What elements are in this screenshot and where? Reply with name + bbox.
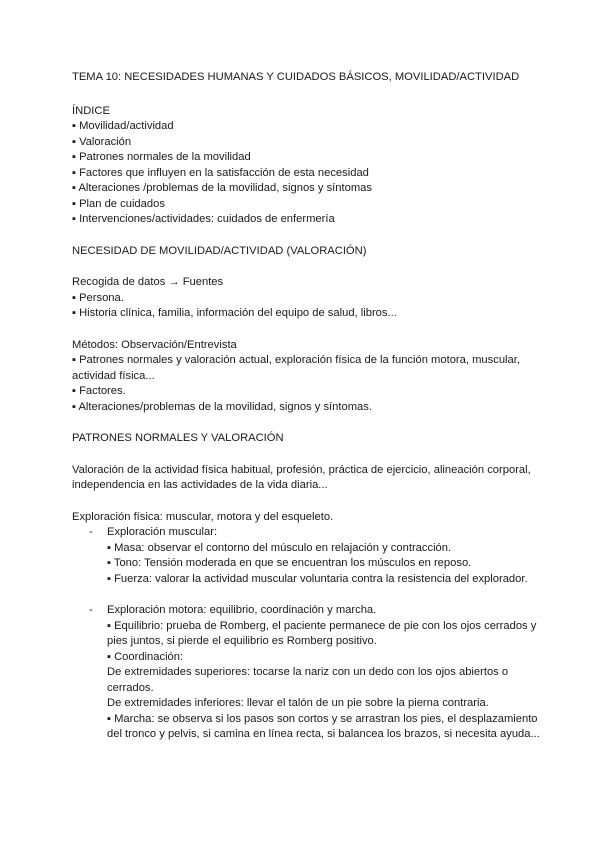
index-item: ▪ Plan de cuidados [72, 197, 165, 210]
metodos-item: ▪ Patrones normales y valoración actual, exploración física de la función motora, muscular, actividad física... [72, 354, 520, 382]
metodos-item: ▪ Alteraciones/problemas de la movilidad, signos y síntomas. [72, 400, 372, 413]
index-item: ▪ Intervenciones/actividades: cuidados de enfermería [72, 213, 335, 225]
motora-equilibrio: ▪ Equilibrio: prueba de Romberg, el paciente permanece de pie con los ojos cerrados y pies juntos, si pierde el equilibrio es Romberg positivo. [107, 619, 537, 647]
exploracion-motora [72, 603, 540, 743]
exploracion-muscular [72, 525, 540, 587]
muscular-label: Exploración muscular: [107, 526, 218, 538]
muscular-item: ▪ Masa: observar el contorno del músculo en relajación y contracción. [107, 541, 452, 554]
section-heading-patrones: PATRONES NORMALES Y VALORACIÓN [72, 432, 284, 444]
index-item: ▪ Patrones normales de la movilidad [72, 151, 251, 163]
metodos-label: Métodos: Observación/Entrevista [72, 338, 237, 351]
muscular-item: ▪ Tono: Tensión moderada en que se encuentran los músculos en reposo. [107, 557, 472, 569]
patrones-intro: Valoración de la actividad física habitual, profesión, práctica de ejercicio, alineación corporal, independencia en las actividades de la vida diaria... [72, 463, 531, 491]
recogida-label: Recogida de datos → Fuentes [72, 276, 224, 288]
muscular-item: ▪ Fuerza: valorar la actividad muscular voluntaria contra la resistencia del explorador. [107, 572, 528, 585]
index-item: ▪ Factores que influyen en la satisfacción de esta necesidad [72, 166, 369, 179]
dash-marker: - [89, 604, 93, 616]
index-item: ▪ Movilidad/actividad [72, 120, 174, 132]
recogida-item: ▪ Historia clínica, familia, información del equipo de salud, libros... [72, 307, 397, 319]
exploracion-fisica: Exploración física: muscular, motora y del esqueleto. [72, 510, 334, 523]
document-title: TEMA 10: NECESIDADES HUMANAS Y CUIDADOS BÁSICOS, MOVILIDAD/ACTIVIDAD [72, 71, 520, 83]
index-item: ▪ Valoración [72, 135, 132, 148]
dash-marker: - [89, 526, 93, 538]
index-item: ▪ Alteraciones /problemas de la movilidad, signos y síntomas [72, 182, 372, 194]
recogida-item: ▪ Persona. [72, 291, 124, 304]
motora-coordinacion: ▪ Coordinación: [107, 650, 184, 663]
index-section [72, 104, 540, 228]
motora-superiores: De extremidades superiores: tocarse la nariz con un dedo con los ojos abiertos o cerrados. [107, 666, 509, 694]
section-heading-valoracion: NECESIDAD DE MOVILIDAD/ACTIVIDAD (VALORACIÓN) [72, 244, 367, 257]
motora-inferiores: De extremidades inferiores: llevar el talón de un pie sobre la pierna contraria. [107, 697, 489, 709]
motora-label: Exploración motora: equilibrio, coordinación y marcha. [107, 604, 377, 616]
motora-marcha: ▪ Marcha: se observa si los pasos son cortos y se arrastran los pies, el desplazamiento del tronco y pelvis, si camina en línea recta, si balancea los brazos, si necesita ayuda... [107, 712, 540, 740]
index-heading: ÍNDICE [72, 104, 110, 117]
recogida-block [72, 275, 540, 322]
metodos-item: ▪ Factores. [72, 385, 126, 397]
metodos-block [72, 338, 540, 416]
